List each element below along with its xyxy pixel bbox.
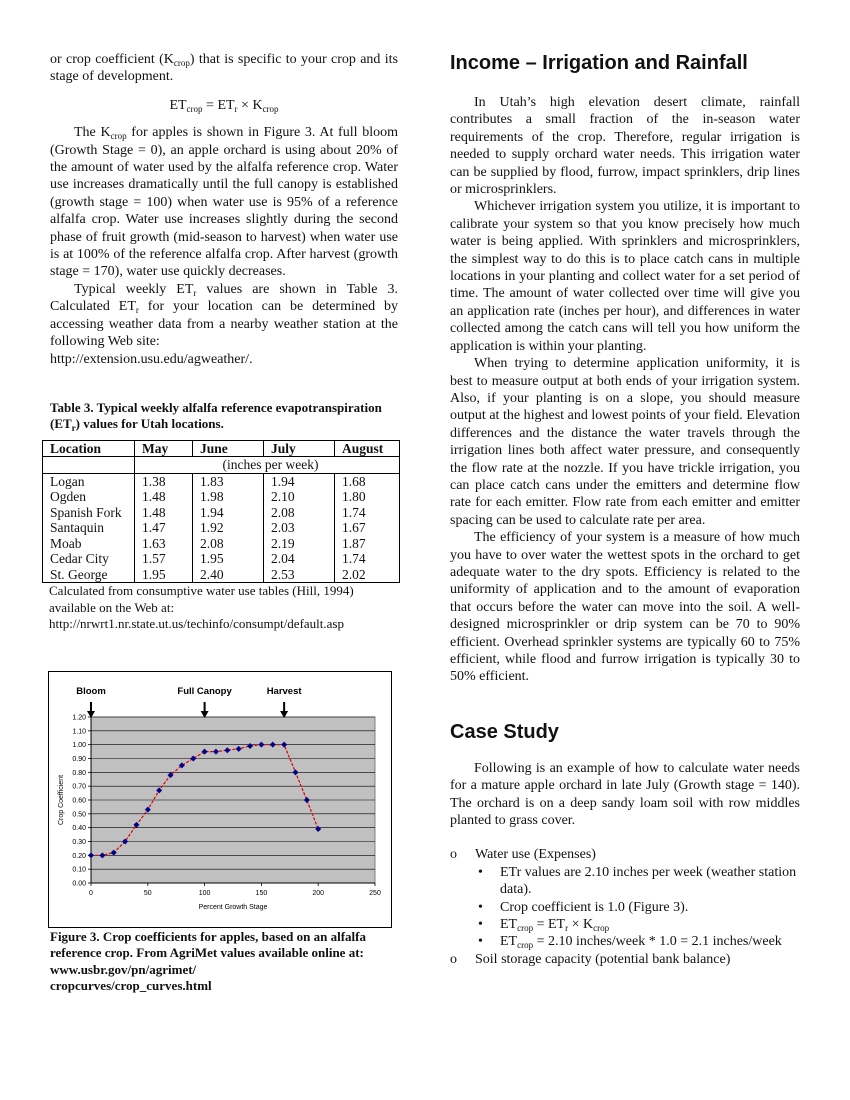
etr-paragraph: Typical weekly $ET_r$ values are shown in Table 3. Calculated $ET_r$ for your location can be determined by accessing weather data from a nearby weather station at the following Web site:	[50, 281, 398, 350]
col-location: Location	[43, 440, 135, 457]
location-cell: Cedar City	[43, 551, 135, 567]
value-cell: 2.08	[264, 505, 335, 521]
value-cell: 1.94	[193, 505, 264, 521]
circle-bullet-icon: o	[450, 847, 457, 863]
bullet-icon: •	[478, 917, 483, 933]
col-may: May	[135, 440, 193, 457]
y-axis-label: Crop Coefficient	[58, 774, 65, 825]
list-item: • ETr values are 2.10 inches per week (weather station data).	[478, 864, 797, 898]
efficiency-paragraph: The efficiency of your system is a measure of how much you have to over water the wettest spots in the orchard to get adequate water to the dry spots. Efficiency is related to the uniformity of application and to the amount of evaporation that occurs before the water can move into the soil. A well-designed microsprinkler or drip system can be 70 to 90% efficient. Overhead sprinkler systems are typically 60 to 75% efficient, while flood and furrow irrigation is typically 30 to 50% efficient.	[450, 530, 800, 685]
case-study-list	[450, 846, 800, 968]
y-tick-label: 0.50	[72, 811, 86, 819]
value-cell: 1.38	[135, 473, 193, 489]
x-tick-label: 50	[143, 889, 152, 897]
col-july: July	[264, 440, 335, 457]
crop-et-equation: $ET_{crop} = ET_r \times K_{crop}$	[169, 97, 279, 114]
value-cell: 2.02	[335, 567, 400, 583]
value-cell: 1.74	[335, 551, 400, 567]
circle-bullet-icon: o	[450, 951, 457, 967]
location-cell: Santaquin	[43, 520, 135, 536]
rainfall-paragraph: In Utah’s high elevation desert climate, rainfall contributes a small fraction of the in-season water requirements of the crop. Therefore, regular irrigation is needed to supply orchard water needs. This irrigation water can be supplied by flood, furrow, impact sprinklers, drip lines or microsprinklers.	[450, 95, 800, 198]
location-cell: Spanish Fork	[43, 505, 135, 521]
table-note: Calculated from consumptive water use tables (Hill, 1994) available on the Web at:	[49, 583, 354, 615]
value-cell: 1.80	[335, 489, 400, 505]
intro-paragraph: or crop coefficient $(K_{crop})$ that is specific to your crop and its stage of development.	[50, 52, 398, 85]
y-tick-label: 0.60	[72, 797, 86, 805]
value-cell: 2.40	[193, 567, 264, 583]
y-tick-label: 0.30	[72, 838, 86, 846]
x-tick-label: 100	[198, 889, 211, 897]
value-cell: 1.63	[135, 536, 193, 552]
value-cell: 2.03	[264, 520, 335, 536]
units-label: (inches per week)	[135, 457, 400, 474]
x-tick-label: 150	[255, 889, 268, 897]
y-tick-label: 1.20	[72, 714, 86, 722]
list-item: o Soil storage capacity (potential bank balance)	[450, 951, 731, 967]
y-tick-label: 1.10	[72, 728, 86, 736]
x-axis-label: Percent Growth Stage	[198, 903, 268, 911]
y-tick-label: 0.00	[72, 880, 86, 888]
location-cell: St. George	[43, 567, 135, 583]
value-cell: 1.67	[335, 520, 400, 536]
annotation-label: Full Canopy	[177, 685, 232, 697]
et-table	[42, 440, 400, 584]
value-cell: 2.08	[193, 536, 264, 552]
value-cell: 1.48	[135, 489, 193, 505]
x-tick-label: 250	[369, 889, 381, 897]
table-caption: Table 3. Typical weekly alfalfa reference evapotranspiration $(ET_r)$ values for Utah locations.	[50, 399, 382, 433]
col-august: August	[335, 440, 400, 457]
table-row	[43, 473, 400, 489]
units-row	[43, 457, 400, 474]
value-cell: 1.87	[335, 536, 400, 552]
figure-caption: Figure 3. Crop coefficients for apples, based on an alfalfa reference crop. From AgriMet values available online at: www.usbr.gov/pn/agrimet/ cropcurves/crop_curves.html	[50, 928, 366, 994]
table-row	[43, 489, 400, 505]
annotation-label: Harvest	[266, 685, 302, 697]
value-cell: 1.47	[135, 520, 193, 536]
value-cell: 1.48	[135, 505, 193, 521]
kcrop-paragraph: The $K_{crop}$ for apples is shown in Figure 3. At full bloom (Growth Stage = 0), an apple orchard is using about 20% of the amount of water used by the alfalfa reference crop. Water use increases dramatically until the full canopy is established (growth stage = 100) when water use is 95% of a reference alfalfa crop. Water use increases slightly during the second phase of fruit growth (mid-season to harvest) when water use is at 100% of the reference alfalfa crop. After harvest (growth stage = 170), water use quickly decreases.	[50, 125, 398, 280]
table-row	[43, 505, 400, 521]
agweather-url: http://extension.usu.edu/agweather/.	[50, 351, 253, 367]
value-cell: 2.10	[264, 489, 335, 505]
value-cell: 1.92	[193, 520, 264, 536]
value-cell: 1.94	[264, 473, 335, 489]
figure-3	[48, 671, 392, 928]
section-heading-income: Income – Irrigation and Rainfall	[450, 52, 748, 74]
col-june: June	[193, 440, 264, 457]
right-column	[450, 51, 800, 968]
table-row	[43, 520, 400, 536]
value-cell: 1.98	[193, 489, 264, 505]
location-cell: Logan	[43, 473, 135, 489]
annotation-label: Bloom	[76, 685, 106, 697]
value-cell: 1.57	[135, 551, 193, 567]
value-cell: 2.04	[264, 551, 335, 567]
y-tick-label: 1.00	[72, 742, 86, 750]
list-item: • Crop coefficient is 1.0 (Figure 3).	[478, 899, 689, 915]
section-heading-case-study: Case Study	[450, 720, 559, 743]
y-tick-label: 0.70	[72, 783, 86, 791]
value-cell: 1.74	[335, 505, 400, 521]
y-tick-label: 0.20	[72, 852, 86, 860]
value-cell: 1.95	[135, 567, 193, 583]
list-item: • $ET_{crop} = 2.10$ inches/week * 1.0 = 2.1 inches/week	[478, 934, 782, 951]
value-cell: 1.95	[193, 551, 264, 567]
value-cell: 1.68	[335, 473, 400, 489]
table-row	[43, 567, 400, 583]
crop-coefficient-chart	[49, 672, 391, 927]
bullet-icon: •	[478, 899, 483, 915]
x-tick-label: 0	[89, 889, 93, 897]
table-header-row	[43, 440, 400, 457]
uniformity-paragraph: When trying to determine application uniformity, it is best to measure output at both ends of your irrigation system. Also, if your planting is on a slope, you should measure output at the highest and lowest points of your field. Elevation differences and the distance the water travels through the irrigation lines both affect water pressure, and consequently the flow rate at the nozzle. If you have trickle irrigation, you can place catch cans under the emitters and determine flow rate for each emitter. Flow rate from each emitter and emitter spacing can be used to calculate rate per area.	[450, 356, 800, 528]
location-cell: Moab	[43, 536, 135, 552]
y-tick-label: 0.40	[72, 825, 86, 833]
list-item: o Water use (Expenses) • ETr values are 2.10 inches per week (weather station data). • Crop coefficient is 1.0 (Figure 3). • $ET_{crop} = ET_r \times K_{crop}$ • $ET_{crop} = 2.10$ inches/week * 1.0 = 2.1 inches/week	[450, 846, 800, 950]
y-tick-label: 0.10	[72, 866, 86, 874]
value-cell: 2.53	[264, 567, 335, 583]
bullet-icon: •	[478, 934, 483, 950]
bullet-icon: •	[478, 864, 483, 880]
location-cell: Ogden	[43, 489, 135, 505]
left-column	[50, 51, 398, 995]
case-study-paragraph: Following is an example of how to calculate water needs for a mature apple orchard in late July (Growth stage = 140). The orchard is on a deep sandy loam soil with row middles planted to grass cover.	[450, 760, 800, 829]
list-item: • $ET_{crop} = ET_r \times K_{crop}$	[478, 917, 610, 934]
table-note-url: http://nrwrt1.nr.state.ut.us/techinfo/consumpt/default.asp	[49, 616, 344, 632]
value-cell: 2.19	[264, 536, 335, 552]
value-cell: 1.83	[193, 473, 264, 489]
x-tick-label: 200	[312, 889, 325, 897]
table-row	[43, 536, 400, 552]
table-row	[43, 551, 400, 567]
calibration-paragraph: Whichever irrigation system you utilize, it is important to calibrate your system so that you know precisely how much water is being applied. With sprinklers and microsprinklers, the simplest way to do this is to place catch cans in multiple locations in your planting and collect water for a set period of time. The amount of water collected over time will give you an application rate (inches per hour), and differences in water collected among the catch cans will tell you how uniform the application is within your planting.	[450, 199, 800, 354]
y-tick-label: 0.90	[72, 755, 86, 763]
y-tick-label: 0.80	[72, 769, 86, 777]
